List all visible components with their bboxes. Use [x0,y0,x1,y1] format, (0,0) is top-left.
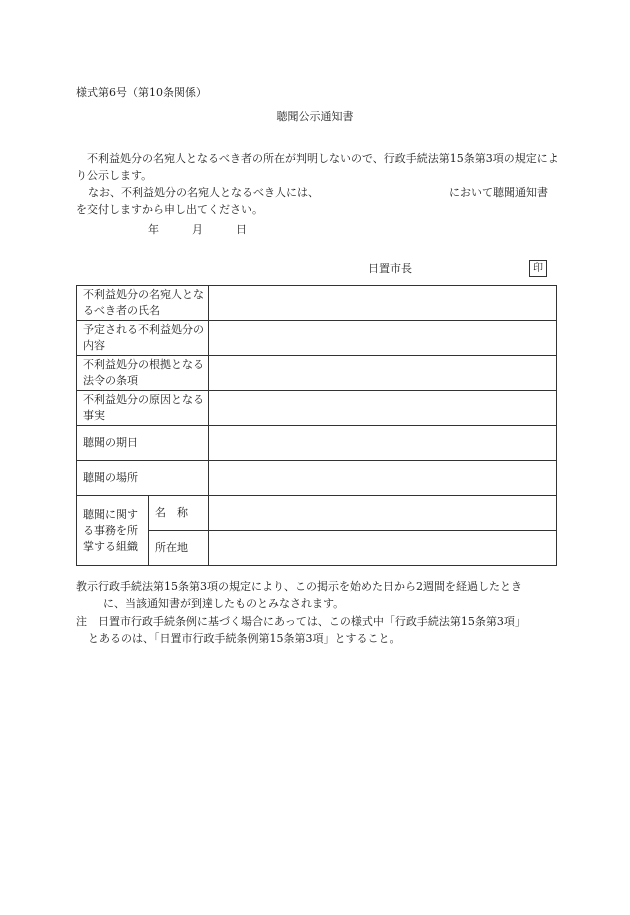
row-value [209,426,557,461]
row-label: 聴聞の場所 [77,461,209,496]
row-label: 聴聞の期日 [77,426,209,461]
date-year: 年 [148,223,159,236]
row-label: 不利益処分の名宛人となるべき者の氏名 [77,286,209,321]
date-line [148,224,247,235]
issuer-name: 日置市長 [368,262,412,275]
table-row [77,321,557,356]
row-label: 不利益処分の原因となる事実 [77,391,209,426]
row-label: 不利益処分の根拠となる法令の条項 [77,356,209,391]
instruction-note [76,578,561,595]
date-month: 月 [192,223,203,236]
table-row [77,496,557,531]
instruction-note-cont: に、当該通知書が到達したものとみなされます。 [103,597,345,610]
row-value [209,356,557,391]
row-value [209,321,557,356]
instruction-text: 行政手続法第15条第3項の規定により、この掲示を始めた日から2週間を経過したとき [98,580,522,593]
notice-paragraph-2-start: なお、不利益処分の名宛人となるべき人には、 [88,186,319,199]
table-row [77,426,557,461]
date-day: 日 [236,223,247,236]
organization-name-value [209,496,557,531]
hearing-info-table [76,285,557,566]
table-row [77,391,557,426]
organization-address-value [209,531,557,566]
remark-note-cont: とあるのは、「日置市行政手続条例第15条第3項」とすること。 [88,632,401,645]
row-value [209,286,557,321]
organization-address-label: 所在地 [149,531,209,566]
form-number: 様式第6号（第10条関係） [76,86,207,99]
table-row [77,356,557,391]
notice-paragraph-2-tail: において聴聞通知書 [449,186,548,199]
document-title: 聴聞公示通知書 [276,110,354,123]
remark-note [76,613,561,630]
remark-label: 注 [76,615,87,628]
row-value [209,461,557,496]
notice-paragraph: 不利益処分の名宛人となるべき者の所在が判明しないので、行政手続法第15条第3項の規定により公示します。 [76,152,559,182]
table-row [77,461,557,496]
row-label: 予定される不利益処分の内容 [77,321,209,356]
notice-paragraph-2-end: を交付しますから申し出てください。 [76,203,263,216]
seal-mark: 印 [529,260,547,277]
table-row [77,286,557,321]
table-row [77,531,557,566]
organization-name-label: 名 称 [149,496,209,531]
row-value [209,391,557,426]
remark-text: 日置市行政手続条例に基づく場合にあっては、この様式中「行政手続法第15条第3項」 [98,615,526,628]
instruction-label: 教示 [76,580,98,593]
organization-label: 聴聞に関する事務を所掌する組織 [77,496,149,566]
